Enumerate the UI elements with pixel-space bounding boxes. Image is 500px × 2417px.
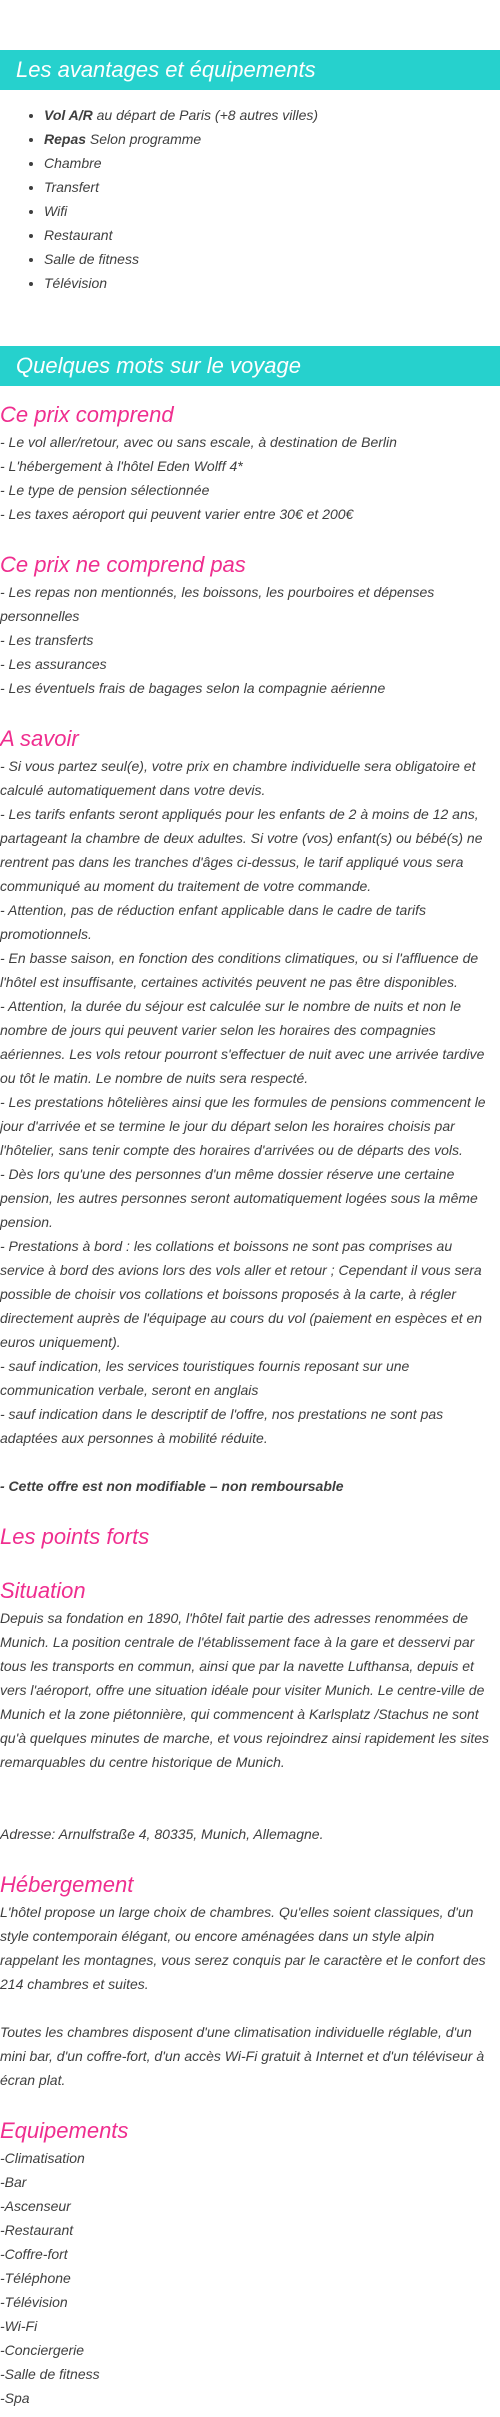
equipements-heading: Equipements [0, 2118, 129, 2143]
list-item: - Attention, pas de réduction enfant applicable dans le cadre de tarifs promotionnels. [0, 902, 426, 942]
feature-item [44, 271, 318, 295]
ne-comprend-list [0, 580, 496, 700]
list-item: - Les tarifs enfants seront appliqués pour les enfants de 2 à moins de 12 ans, partageant la chambre de deux adultes. Si votre (vos) enfant(s) ou bébé(s) ne rentrent pas dans les tranches d'âges ci-dessus, le tarif appliqué vous sera communiqué au moment du traitement de votre commande. [0, 806, 483, 894]
feature-item [44, 247, 318, 271]
avantages-banner: Les avantages et équipements [0, 50, 500, 90]
feature-text: au départ de Paris (+8 autres villes) [92, 107, 319, 123]
list-item: - Dès lors qu'une des personnes d'un même dossier réserve une certaine pension, les autres personnes seront automatiquement logées sous la même pension. [0, 1166, 478, 1230]
feature-text: Wifi [44, 203, 68, 219]
list-item: -Spa [0, 2390, 30, 2406]
list-item: -Coffre-fort [0, 2246, 68, 2262]
list-item: - Les taxes aéroport qui peuvent varier entre 30€ et 200€ [0, 506, 354, 522]
feature-bold: Vol A/R [44, 107, 93, 123]
savoir-heading: A savoir [0, 726, 79, 751]
list-item: - Le type de pension sélectionnée [0, 482, 210, 498]
feature-text: Salle de fitness [44, 251, 139, 267]
feature-item [44, 199, 318, 223]
list-item: - L'hébergement à l'hôtel Eden Wolff 4* [0, 458, 243, 474]
comprend-list [0, 430, 496, 526]
notice-text: - Cette offre est non modifiable – non remboursable [0, 1478, 344, 1494]
trip-content [0, 400, 496, 2410]
features-list [0, 103, 318, 295]
situation-text: Depuis sa fondation en 1890, l'hôtel fait partie des adresses renommées de Munich. La position centrale de l'établissement face à la gare et desservi par tous les transports en commun, ainsi que par la navette Lufthansa, depuis et vers l'aéroport, offre une situation idéale pour visiter Munich. Le centre-ville de Munich et la zone piétonnière, qui commencent à Karlsplatz /Stachus ne sont qu'à quelques minutes de marche, et vous rejoindrez ainsi rapidement les sites remarquables du centre historique de Munich. [0, 1610, 490, 1770]
list-item: - sauf indication, les services touristiques fournis reposant sur une communication verbale, seront en anglais [0, 1358, 410, 1398]
list-item: - Les prestations hôtelières ainsi que les formules de pensions commencent le jour d'arrivée et se termine le jour du départ selon les horaires choisis par l'hôtelier, sans tenir compte des horaires d'arrivées ou de départs des vols. [0, 1094, 486, 1158]
feature-item [44, 151, 318, 175]
list-item: -Restaurant [0, 2222, 74, 2238]
list-item: -Télévision [0, 2294, 68, 2310]
list-item: - Prestations à bord : les collations et boissons ne sont pas comprises au service à bord des avions lors des vols aller et retour ; Cependant il vous sera possible de choisir vos collations et boissons proposés à la carte, à régler directement auprès de l'équipage au cours du vol (paiement en espèces et en euros uniquement). [0, 1238, 483, 1350]
list-item: -Wi-Fi [0, 2318, 38, 2334]
list-item: - En basse saison, en fonction des conditions climatiques, ou si l'affluence de l'hôtel est insuffisante, certaines activités peuvent ne pas être disponibles. [0, 950, 479, 990]
list-item: - Les transferts [0, 632, 94, 648]
feature-text: Télévision [44, 275, 108, 291]
list-item: -Climatisation [0, 2150, 85, 2166]
list-item: - Le vol aller/retour, avec ou sans escale, à destination de Berlin [0, 434, 397, 450]
hebergement-heading: Hébergement [0, 1872, 134, 1897]
list-item: -Téléphone [0, 2270, 71, 2286]
ne-comprend-heading: Ce prix ne comprend pas [0, 552, 246, 577]
list-item: - Si vous partez seul(e), votre prix en chambre individuelle sera obligatoire et calculé automatiquement dans votre devis. [0, 758, 476, 798]
mots-banner: Quelques mots sur le voyage [0, 346, 500, 386]
list-item: - Les repas non mentionnés, les boissons, les pourboires et dépenses personnelles [0, 584, 435, 624]
list-item: - Attention, la durée du séjour est calculée sur le nombre de nuits et non le nombre de jours qui peuvent varier selon les horaires des compagnies aériennes. Les vols retour pourront s'effectuer de nuit avec une arrivée tardive ou tôt le matin. Le nombre de nuits sera respecté. [0, 998, 485, 1086]
address-text: Adresse: Arnulfstraße 4, 80335, Munich, Allemagne. [0, 1826, 324, 1842]
feature-item [44, 175, 318, 199]
list-item: -Conciergerie [0, 2342, 85, 2358]
equipements-list [0, 2146, 496, 2410]
feature-item [44, 103, 318, 127]
feature-item [44, 223, 318, 247]
feature-text: Chambre [44, 155, 102, 171]
savoir-list [0, 754, 496, 1450]
feature-item [44, 127, 318, 151]
feature-bold: Repas [44, 131, 87, 147]
comprend-heading: Ce prix comprend [0, 402, 174, 427]
hebergement-text-1: L'hôtel propose un large choix de chambres. Qu'elles soient classiques, d'un style contemporain élégant, ou encore aménagées dans un style alpin rappelant les montagnes, vous serez conquis par le caractère et le confort des 214 chambres et suites. [0, 1904, 486, 1992]
feature-text: Restaurant [44, 227, 113, 243]
non-refundable-notice [0, 1474, 496, 1498]
situation-heading: Situation [0, 1578, 86, 1603]
list-item: - Les assurances [0, 656, 107, 672]
feature-text: Transfert [44, 179, 99, 195]
feature-text: Selon programme [86, 131, 202, 147]
list-item: -Salle de fitness [0, 2366, 100, 2382]
hebergement-text-2: Toutes les chambres disposent d'une climatisation individuelle réglable, d'un mini bar, d'un coffre-fort, d'un accès Wi-Fi gratuit à Internet et d'un téléviseur à écran plat. [0, 2024, 485, 2088]
list-item: - Les éventuels frais de bagages selon la compagnie aérienne [0, 680, 386, 696]
list-item: -Bar [0, 2174, 27, 2190]
list-item: - sauf indication dans le descriptif de l'offre, nos prestations ne sont pas adaptées aux personnes à mobilité réduite. [0, 1406, 444, 1446]
list-item: -Ascenseur [0, 2198, 71, 2214]
points-forts-heading: Les points forts [0, 1524, 150, 1549]
